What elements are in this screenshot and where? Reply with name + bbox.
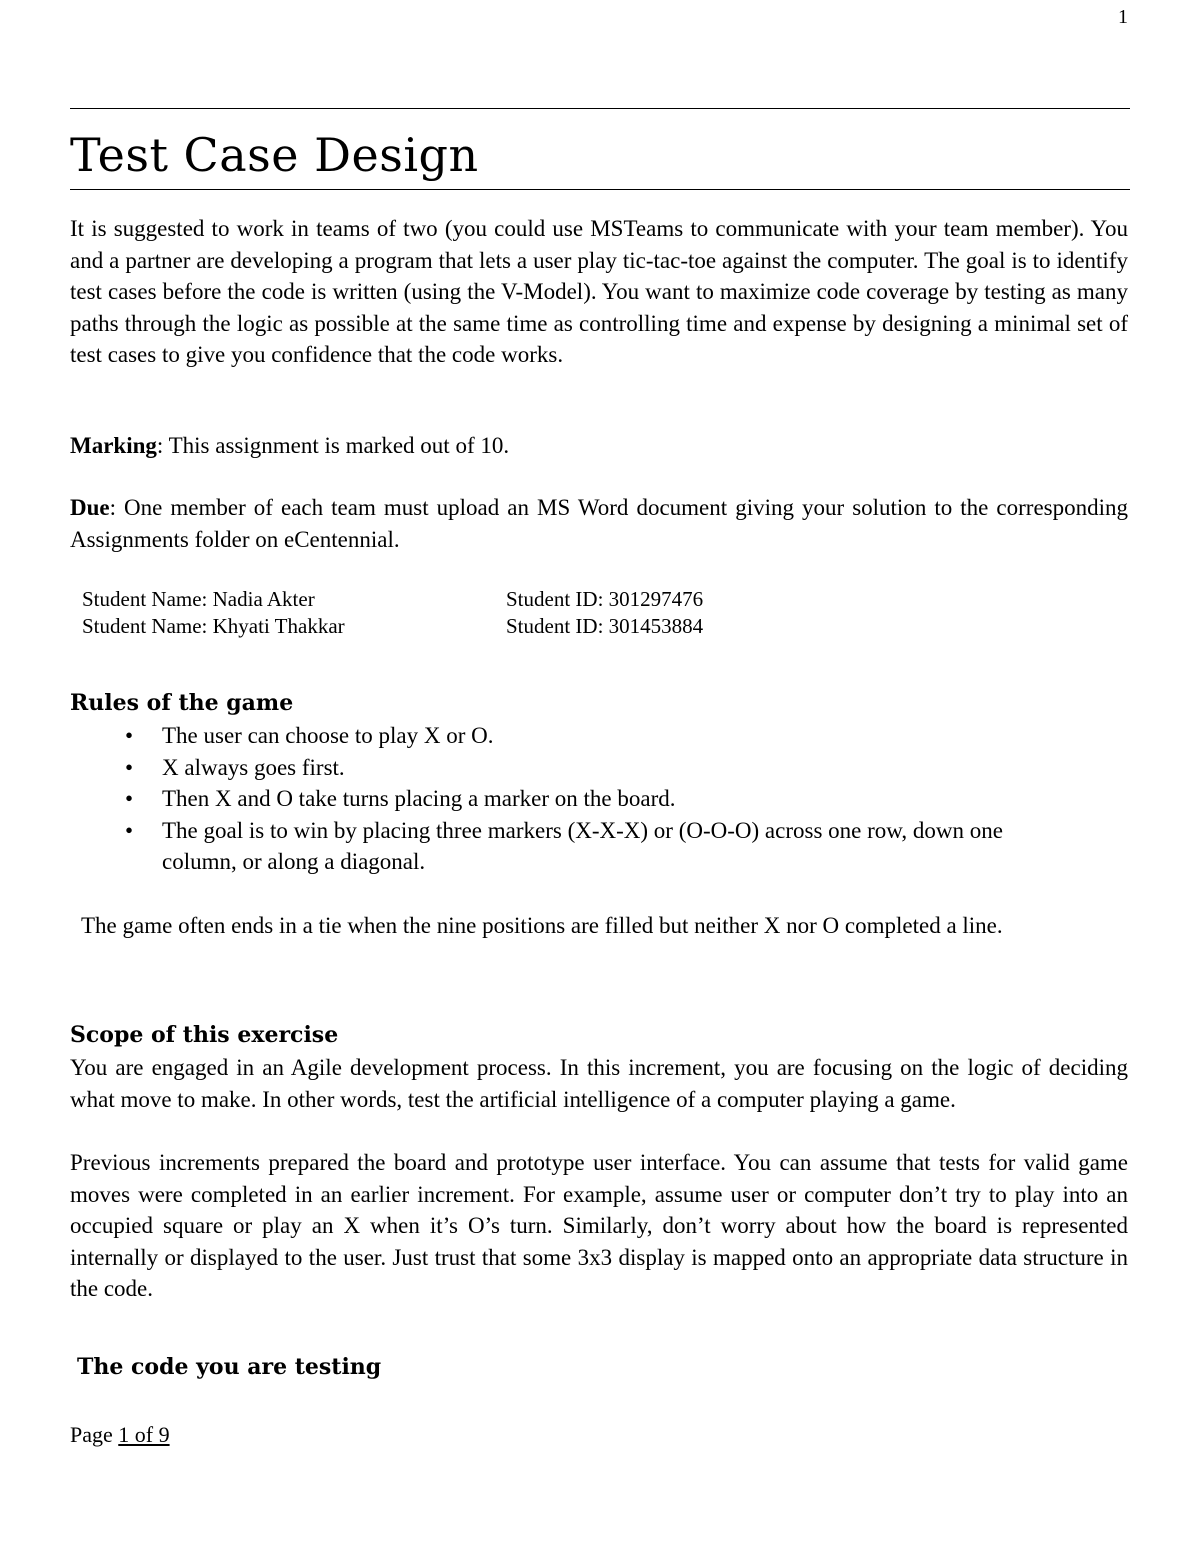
bullet-icon: •: [125, 754, 134, 780]
student-table: [82, 586, 703, 640]
footer-page-of: 1 of 9: [118, 1422, 170, 1447]
rule-text: The user can choose to play X or O.: [162, 723, 494, 748]
top-divider: [70, 108, 1130, 109]
list-item: [70, 783, 1070, 815]
due-paragraph: [70, 492, 1128, 555]
due-label: Due: [70, 495, 110, 520]
rule-text: X always goes first.: [162, 754, 345, 780]
header-page-number: 1: [1118, 6, 1128, 28]
student-row: [82, 586, 703, 613]
rule-text: Then X and O take turns placing a marker on the board.: [162, 786, 676, 811]
rules-list: [70, 720, 1070, 878]
footer-page-label: Page: [70, 1422, 119, 1447]
student-row: [82, 613, 703, 640]
page-footer: [70, 1422, 170, 1448]
list-item: [70, 815, 1070, 878]
bullet-icon: •: [125, 723, 134, 748]
marking-label: Marking: [70, 433, 157, 458]
student-id: Student ID: 301297476: [506, 587, 704, 611]
document-title: Test Case Design: [70, 128, 479, 182]
student-name: Student Name: Khyati Thakkar: [82, 614, 345, 638]
bullet-icon: •: [125, 786, 134, 811]
code-heading: The code you are testing: [77, 1354, 382, 1380]
list-item: [70, 752, 1070, 784]
marking-text: : This assignment is marked out of 10.: [156, 433, 510, 458]
list-item: [70, 720, 1070, 752]
scope-paragraph-1: You are engaged in an Agile development process. In this increment, you are focusing on the logic of deciding what move to make. In other words, test the artificial intelligence of a computer playing a game.: [70, 1055, 1128, 1112]
tie-note: The game often ends in a tie when the nine positions are filled but neither X nor O completed a line.: [81, 913, 1003, 938]
due-text: : One member of each team must upload an MS Word document giving your solution to the corresponding Assignments folder on eCentennial.: [70, 495, 1128, 552]
student-name: Student Name: Nadia Akter: [82, 587, 315, 611]
rule-text: The goal is to win by placing three markers (X-X-X) or (O-O-O) across one row, down one column, or along a diagonal.: [162, 817, 1003, 874]
rules-heading: Rules of the game: [70, 690, 294, 716]
intro-paragraph: It is suggested to work in teams of two (you could use MSTeams to communicate with your team member). You and a partner are developing a program that lets a user play tic-tac-toe against the computer. The goal is to identify test cases before the code is written (using the V-Model). You want to maximize code coverage by testing as many paths through the logic as possible at the same time as controlling time and expense by designing a minimal set of test cases to give you confidence that the code works.: [70, 216, 1128, 367]
scope-paragraph-2: Previous increments prepared the board and prototype user interface. You can assume that tests for valid game moves were completed in an earlier increment. For example, assume user or computer don’t try to play into an occupied square or play an X when it’s O’s turn. Similarly, don’t worry about how the board is represented internally or displayed to the user. Just trust that some 3x3 display is mapped onto an appropriate data structure in the code.: [70, 1150, 1128, 1301]
title-divider: [70, 189, 1130, 190]
scope-heading: Scope of this exercise: [70, 1022, 339, 1048]
bullet-icon: •: [125, 817, 134, 843]
student-id: Student ID: 301453884: [506, 614, 704, 638]
marking-paragraph: [70, 430, 1128, 462]
